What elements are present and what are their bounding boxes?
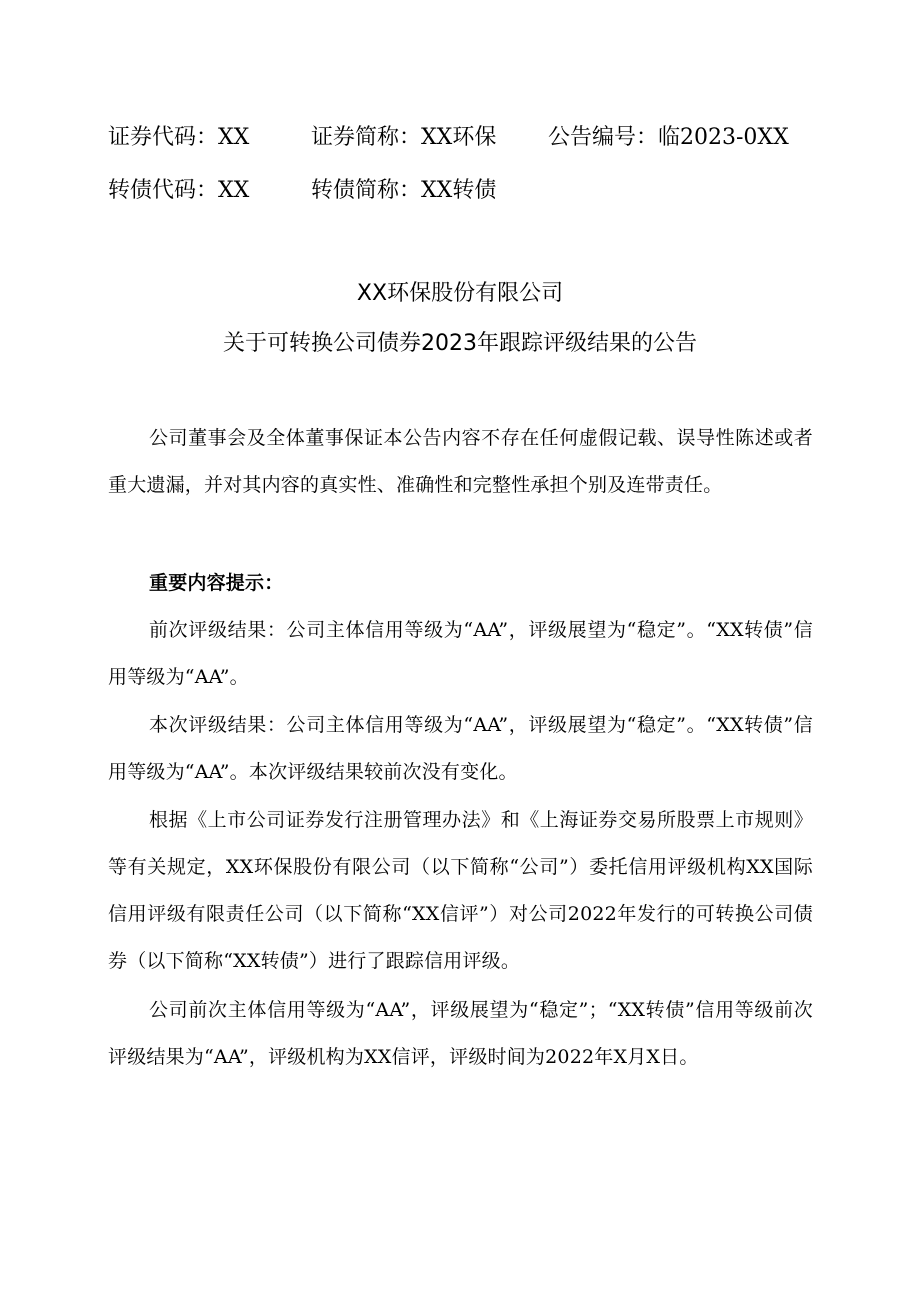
stock-code: 证券代码：XX bbox=[108, 125, 250, 150]
stock-abbreviation: 证券简称：XX环保 bbox=[311, 125, 497, 150]
rating-history-paragraph: 公司前次主体信用等级为“AA”，评级展望为“稳定”；“XX转债”信用等级前次评级结果为“AA”，评级机构为XX信评，评级时间为2022年X月X日。 bbox=[108, 999, 813, 1068]
previous-rating-paragraph: 前次评级结果：公司主体信用等级为“AA”，评级展望为“稳定”。“XX转债”信用等级为“AA”。 bbox=[108, 619, 813, 688]
company-title: XX环保股份有限公司 bbox=[356, 281, 564, 306]
announcement-number: 公告编号：临2023-0XX bbox=[548, 125, 789, 150]
board-statement-paragraph: 公司董事会及全体董事保证本公告内容不存在任何虚假记载、误导性陈述或者重大遗漏，并对其内容的真实性、准确性和完整性承担个别及连带责任。 bbox=[108, 427, 813, 496]
bond-abbreviation: 转债简称：XX转债 bbox=[311, 178, 497, 203]
announcement-title: 关于可转换公司债券2023年跟踪评级结果的公告 bbox=[223, 331, 697, 356]
bond-code: 转债代码：XX bbox=[108, 178, 250, 203]
rating-basis-paragraph: 根据《上市公司证券发行注册管理办法》和《上海证券交易所股票上市规则》等有关规定，XX环保股份有限公司（以下简称“公司”）委托信用评级机构XX国际信用评级有限责任公司（以下简称“XX信评”）对公司2022年发行的可转换公司债券（以下简称“XX转债”）进行了跟踪信用评级。 bbox=[108, 809, 813, 972]
current-rating-paragraph: 本次评级结果：公司主体信用等级为“AA”，评级展望为“稳定”。“XX转债”信用等级为“AA”。本次评级结果较前次没有变化。 bbox=[108, 714, 813, 783]
key-points-heading: 重要内容提示： bbox=[149, 572, 284, 594]
